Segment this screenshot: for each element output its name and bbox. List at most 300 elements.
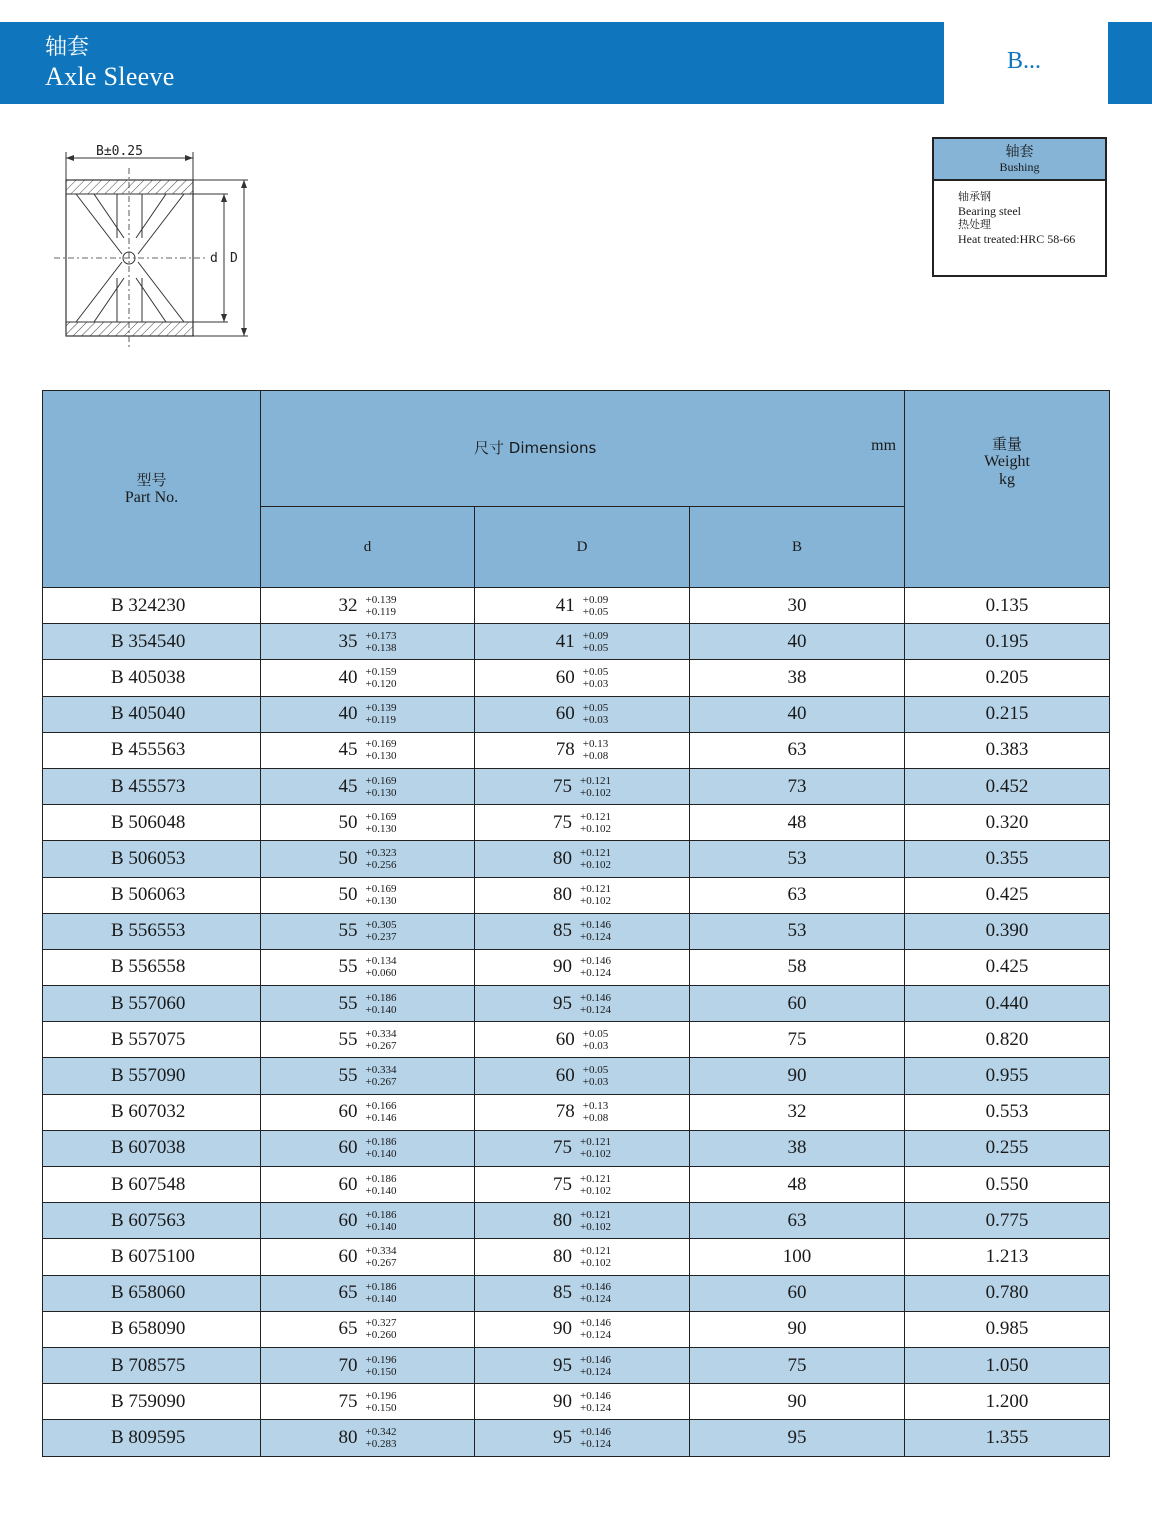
series-code: B... — [1007, 48, 1042, 74]
D-cell — [475, 1022, 690, 1058]
part-no-cell: B 354540 — [43, 624, 261, 660]
D-tolerance — [553, 883, 611, 907]
title-en: Axle Sleeve — [45, 62, 175, 91]
d-cell — [261, 1167, 475, 1203]
table-row — [43, 1094, 1110, 1130]
table-row — [43, 1130, 1110, 1166]
weight-cell: 0.985 — [905, 1311, 1110, 1347]
table-row — [43, 986, 1110, 1022]
D-tolerance — [553, 1390, 611, 1414]
D-nominal: 75 — [553, 775, 573, 797]
d-limits — [366, 1390, 397, 1414]
d-upper: +0.186 — [365, 1136, 397, 1149]
D-limits — [580, 1136, 611, 1160]
material-box-body — [934, 181, 1105, 246]
part-no-cell: B 506053 — [43, 841, 261, 877]
part-no-header-en: Part No. — [124, 489, 179, 506]
B-cell: 40 — [690, 624, 905, 660]
D-cell — [475, 986, 690, 1022]
d-upper: +0.334 — [365, 1064, 397, 1077]
d-upper: +0.139 — [365, 702, 397, 715]
D-cell — [475, 732, 690, 768]
D-limits — [580, 775, 611, 799]
D-lower: +0.124 — [580, 1293, 611, 1306]
D-lower: +0.102 — [580, 858, 611, 871]
D-limits — [580, 1209, 611, 1233]
D-lower: +0.08 — [582, 1112, 609, 1125]
D-cell — [475, 768, 690, 804]
part-no-cell: B 658060 — [43, 1275, 261, 1311]
D-cell — [475, 696, 690, 732]
D-cell — [475, 1311, 690, 1347]
D-limits — [580, 1245, 611, 1269]
D-lower: +0.102 — [580, 786, 611, 799]
d-lower: +0.140 — [365, 1003, 397, 1016]
D-upper: +0.146 — [580, 919, 611, 932]
D-tolerance — [553, 1281, 611, 1305]
d-nominal: 65 — [338, 1318, 358, 1340]
d-nominal: 75 — [338, 1390, 358, 1412]
table-row — [43, 1420, 1110, 1456]
d-cell — [261, 1384, 475, 1420]
material-box-header — [934, 139, 1105, 181]
d-cell — [261, 588, 475, 624]
d-nominal: 50 — [338, 884, 358, 906]
weight-cell: 0.452 — [905, 768, 1110, 804]
d-tolerance — [339, 1028, 397, 1052]
D-nominal: 85 — [553, 1282, 573, 1304]
D-nominal: 90 — [553, 956, 573, 978]
d-tolerance — [339, 811, 397, 835]
d-nominal: 55 — [338, 956, 358, 978]
table-row — [43, 732, 1110, 768]
D-cell — [475, 1420, 690, 1456]
d-upper: +0.169 — [365, 883, 397, 896]
d-tolerance — [339, 1317, 397, 1341]
D-upper: +0.121 — [580, 1172, 611, 1185]
d-limits — [366, 666, 397, 690]
outer-diameter-label: D — [230, 251, 238, 266]
d-lower: +0.119 — [365, 714, 397, 727]
D-upper: +0.146 — [580, 1389, 611, 1402]
d-lower: +0.140 — [365, 1184, 397, 1197]
D-nominal: 75 — [553, 1137, 573, 1159]
D-upper: +0.146 — [580, 1425, 611, 1438]
D-lower: +0.102 — [580, 1220, 611, 1233]
B-cell: 60 — [690, 1275, 905, 1311]
d-nominal: 40 — [338, 703, 358, 725]
d-upper: +0.186 — [365, 1172, 397, 1185]
d-limits — [366, 1209, 397, 1233]
d-cell — [261, 1094, 475, 1130]
material-cn: 轴承钢 — [958, 190, 991, 203]
D-lower: +0.05 — [582, 605, 609, 618]
B-cell: 30 — [690, 588, 905, 624]
d-tolerance — [339, 630, 397, 654]
D-tolerance — [553, 1173, 611, 1197]
D-upper: +0.121 — [580, 774, 611, 787]
d-limits — [366, 775, 397, 799]
D-lower: +0.03 — [582, 714, 609, 727]
d-tolerance — [339, 1064, 397, 1088]
d-cell — [261, 732, 475, 768]
d-nominal: 50 — [338, 847, 358, 869]
D-cell — [475, 1203, 690, 1239]
table-row — [43, 949, 1110, 985]
d-upper: +0.334 — [365, 1244, 397, 1257]
D-tolerance — [556, 1028, 608, 1052]
D-upper: +0.05 — [582, 1064, 609, 1077]
d-cell — [261, 949, 475, 985]
material-box — [932, 137, 1107, 277]
D-tolerance — [556, 702, 608, 726]
d-cell — [261, 805, 475, 841]
B-cell: 38 — [690, 660, 905, 696]
d-limits — [366, 847, 397, 871]
D-nominal: 80 — [553, 1245, 573, 1267]
d-upper: +0.139 — [365, 593, 397, 606]
weight-cell: 0.135 — [905, 588, 1110, 624]
d-cell — [261, 913, 475, 949]
D-cell — [475, 949, 690, 985]
D-cell — [475, 1239, 690, 1275]
d-upper: +0.186 — [365, 1208, 397, 1221]
d-limits — [366, 1136, 397, 1160]
D-nominal: 80 — [553, 884, 573, 906]
D-nominal: 80 — [553, 847, 573, 869]
table-row — [43, 913, 1110, 949]
D-tolerance — [553, 1317, 611, 1341]
D-cell — [475, 1094, 690, 1130]
D-nominal: 60 — [555, 1065, 575, 1087]
D-tolerance — [553, 1354, 611, 1378]
B-cell: 40 — [690, 696, 905, 732]
D-upper: +0.121 — [580, 883, 611, 896]
D-upper: +0.09 — [582, 593, 609, 606]
D-nominal: 75 — [553, 1173, 573, 1195]
d-cell — [261, 624, 475, 660]
D-limits — [580, 811, 611, 835]
D-limits — [580, 1281, 611, 1305]
dimensions-unit: mm — [871, 437, 897, 454]
D-upper: +0.05 — [582, 702, 609, 715]
d-lower: +0.130 — [365, 822, 397, 835]
d-upper: +0.173 — [365, 629, 397, 642]
d-upper: +0.134 — [365, 955, 397, 968]
D-limits — [583, 594, 608, 618]
material-box-title-en: Bushing — [999, 160, 1040, 174]
d-tolerance — [339, 1426, 397, 1450]
d-nominal: 55 — [338, 920, 358, 942]
treatment-cn: 热处理 — [958, 218, 991, 231]
B-cell: 90 — [690, 1384, 905, 1420]
d-lower: +0.256 — [365, 858, 397, 871]
table-row — [43, 1167, 1110, 1203]
D-limits — [580, 919, 611, 943]
D-tolerance — [553, 1245, 611, 1269]
col-D-header: D — [475, 507, 690, 588]
D-limits — [583, 1100, 608, 1124]
D-limits — [583, 702, 608, 726]
D-lower: +0.102 — [580, 1256, 611, 1269]
d-lower: +0.267 — [365, 1039, 397, 1052]
d-limits — [366, 702, 397, 726]
D-limits — [580, 1354, 611, 1378]
D-nominal: 75 — [553, 811, 573, 833]
part-no-cell: B 556558 — [43, 949, 261, 985]
d-tolerance — [339, 1173, 397, 1197]
part-no-cell: B 557075 — [43, 1022, 261, 1058]
D-lower: +0.05 — [582, 641, 609, 654]
D-lower: +0.124 — [580, 1003, 611, 1016]
D-tolerance — [556, 666, 608, 690]
B-cell: 75 — [690, 1022, 905, 1058]
d-lower: +0.130 — [365, 750, 397, 763]
D-limits — [580, 955, 611, 979]
B-cell: 38 — [690, 1130, 905, 1166]
D-tolerance — [553, 1209, 611, 1233]
D-nominal: 90 — [553, 1390, 573, 1412]
table-row — [43, 1022, 1110, 1058]
d-lower: +0.150 — [365, 1365, 397, 1378]
B-cell: 95 — [690, 1420, 905, 1456]
B-cell: 53 — [690, 913, 905, 949]
d-cell — [261, 1130, 475, 1166]
d-limits — [366, 883, 397, 907]
width-label: B±0.25 — [96, 144, 143, 159]
d-cell — [261, 1275, 475, 1311]
D-upper: +0.09 — [582, 629, 609, 642]
d-tolerance — [339, 883, 397, 907]
weight-cell: 0.775 — [905, 1203, 1110, 1239]
part-no-cell: B 455563 — [43, 732, 261, 768]
d-tolerance — [339, 666, 397, 690]
D-lower: +0.102 — [580, 895, 611, 908]
d-lower: +0.140 — [365, 1293, 397, 1306]
D-limits — [580, 1317, 611, 1341]
d-nominal: 45 — [338, 739, 358, 761]
d-lower: +0.120 — [365, 677, 397, 690]
weight-cell: 0.780 — [905, 1275, 1110, 1311]
D-cell — [475, 805, 690, 841]
d-limits — [366, 919, 397, 943]
D-nominal: 78 — [555, 739, 575, 761]
B-cell: 75 — [690, 1347, 905, 1383]
d-upper: +0.342 — [365, 1425, 397, 1438]
d-tolerance — [339, 919, 397, 943]
D-upper: +0.05 — [582, 1027, 609, 1040]
d-upper: +0.196 — [365, 1353, 397, 1366]
B-cell: 90 — [690, 1058, 905, 1094]
d-cell — [261, 1347, 475, 1383]
D-upper: +0.146 — [580, 1353, 611, 1366]
d-cell — [261, 986, 475, 1022]
d-lower: +0.283 — [365, 1437, 397, 1450]
D-lower: +0.03 — [582, 677, 609, 690]
treatment-en: Heat treated:HRC 58-66 — [958, 232, 1076, 246]
D-tolerance — [553, 775, 611, 799]
D-nominal: 90 — [553, 1318, 573, 1340]
D-cell — [475, 1130, 690, 1166]
D-lower: +0.102 — [580, 822, 611, 835]
d-limits — [366, 1354, 397, 1378]
D-nominal: 78 — [555, 1101, 575, 1123]
d-lower: +0.267 — [365, 1076, 397, 1089]
D-cell — [475, 1347, 690, 1383]
table-row — [43, 1203, 1110, 1239]
B-cell: 100 — [690, 1239, 905, 1275]
D-limits — [580, 992, 611, 1016]
D-upper: +0.13 — [582, 738, 609, 751]
d-tolerance — [339, 594, 397, 618]
d-tolerance — [339, 775, 397, 799]
part-no-cell: B 759090 — [43, 1384, 261, 1420]
d-cell — [261, 877, 475, 913]
table-row — [43, 768, 1110, 804]
weight-cell: 0.255 — [905, 1130, 1110, 1166]
D-upper: +0.146 — [580, 1317, 611, 1330]
d-nominal: 32 — [338, 594, 358, 616]
D-limits — [580, 883, 611, 907]
d-limits — [366, 1317, 397, 1341]
d-cell — [261, 1311, 475, 1347]
D-limits — [583, 630, 608, 654]
d-lower: +0.140 — [365, 1220, 397, 1233]
part-no-cell: B 607563 — [43, 1203, 261, 1239]
D-limits — [583, 1064, 608, 1088]
d-limits — [366, 1100, 397, 1124]
d-lower: +0.130 — [365, 786, 397, 799]
D-tolerance — [553, 847, 611, 871]
D-lower: +0.03 — [582, 1076, 609, 1089]
d-nominal: 60 — [338, 1173, 358, 1195]
d-tolerance — [339, 738, 397, 762]
d-nominal: 55 — [338, 992, 358, 1014]
D-upper: +0.05 — [582, 665, 609, 678]
d-nominal: 35 — [338, 630, 358, 652]
d-nominal: 65 — [338, 1282, 358, 1304]
D-tolerance — [553, 955, 611, 979]
d-tolerance — [339, 1100, 397, 1124]
d-lower: +0.060 — [365, 967, 397, 980]
D-upper: +0.146 — [580, 991, 611, 1004]
col-B-header: B — [690, 507, 905, 588]
d-cell — [261, 1022, 475, 1058]
D-lower: +0.124 — [580, 1329, 611, 1342]
D-limits — [580, 1426, 611, 1450]
D-tolerance — [556, 1100, 608, 1124]
d-limits — [366, 594, 397, 618]
spec-table — [42, 390, 1110, 1457]
d-tolerance — [339, 1136, 397, 1160]
B-cell: 63 — [690, 877, 905, 913]
part-no-cell: B 405038 — [43, 660, 261, 696]
B-cell: 58 — [690, 949, 905, 985]
weight-cell: 0.553 — [905, 1094, 1110, 1130]
table-row — [43, 624, 1110, 660]
D-nominal: 41 — [555, 594, 575, 616]
d-nominal: 60 — [338, 1245, 358, 1267]
material-en: Bearing steel — [958, 204, 1021, 218]
part-no-cell: B 455573 — [43, 768, 261, 804]
d-upper: +0.323 — [365, 846, 397, 859]
D-cell — [475, 660, 690, 696]
part-no-cell: B 607548 — [43, 1167, 261, 1203]
d-lower: +0.237 — [365, 931, 397, 944]
bushing-section-drawing — [50, 138, 260, 350]
d-cell — [261, 1239, 475, 1275]
d-upper: +0.169 — [365, 738, 397, 751]
weight-unit: kg — [999, 471, 1016, 488]
weight-cell: 0.425 — [905, 949, 1110, 985]
d-limits — [366, 955, 397, 979]
D-upper: +0.146 — [580, 955, 611, 968]
table-row — [43, 588, 1110, 624]
d-nominal: 60 — [338, 1209, 358, 1231]
D-lower: +0.124 — [580, 931, 611, 944]
d-nominal: 70 — [338, 1354, 358, 1376]
table-row — [43, 1384, 1110, 1420]
part-no-cell: B 324230 — [43, 588, 261, 624]
d-nominal: 50 — [338, 811, 358, 833]
side-tab — [1108, 22, 1152, 104]
d-limits — [366, 1173, 397, 1197]
d-limits — [366, 1281, 397, 1305]
table-row — [43, 1239, 1110, 1275]
D-upper: +0.121 — [580, 1136, 611, 1149]
d-upper: +0.169 — [365, 774, 397, 787]
d-lower: +0.119 — [365, 605, 397, 618]
weight-cell: 0.425 — [905, 877, 1110, 913]
d-limits — [366, 1064, 397, 1088]
weight-header-en: Weight — [984, 453, 1030, 470]
table-header-row — [43, 391, 1110, 507]
header-banner — [0, 22, 944, 104]
part-no-cell: B 809595 — [43, 1420, 261, 1456]
D-upper: +0.121 — [580, 1244, 611, 1257]
weight-cell: 1.213 — [905, 1239, 1110, 1275]
D-nominal: 60 — [555, 1028, 575, 1050]
D-nominal: 60 — [555, 666, 575, 688]
d-nominal: 45 — [338, 775, 358, 797]
d-cell — [261, 1058, 475, 1094]
d-lower: +0.140 — [365, 1148, 397, 1161]
weight-cell: 0.390 — [905, 913, 1110, 949]
part-no-cell: B 506048 — [43, 805, 261, 841]
d-limits — [366, 992, 397, 1016]
d-tolerance — [339, 1354, 397, 1378]
part-no-cell: B 556553 — [43, 913, 261, 949]
D-tolerance — [553, 919, 611, 943]
title-cn: 轴套 — [45, 35, 90, 60]
D-limits — [580, 1390, 611, 1414]
table-row — [43, 805, 1110, 841]
part-no-header-cn: 型号 — [136, 471, 167, 489]
D-upper: +0.13 — [582, 1100, 609, 1113]
D-limits — [583, 1028, 608, 1052]
d-nominal: 55 — [338, 1028, 358, 1050]
d-nominal: 40 — [338, 666, 358, 688]
d-tolerance — [339, 1281, 397, 1305]
d-tolerance — [339, 992, 397, 1016]
d-nominal: 60 — [338, 1101, 358, 1123]
d-lower: +0.146 — [365, 1112, 397, 1125]
part-no-header — [43, 391, 261, 588]
D-lower: +0.124 — [580, 1365, 611, 1378]
d-lower: +0.150 — [365, 1401, 397, 1414]
weight-header — [905, 391, 1110, 588]
part-no-cell: B 557090 — [43, 1058, 261, 1094]
